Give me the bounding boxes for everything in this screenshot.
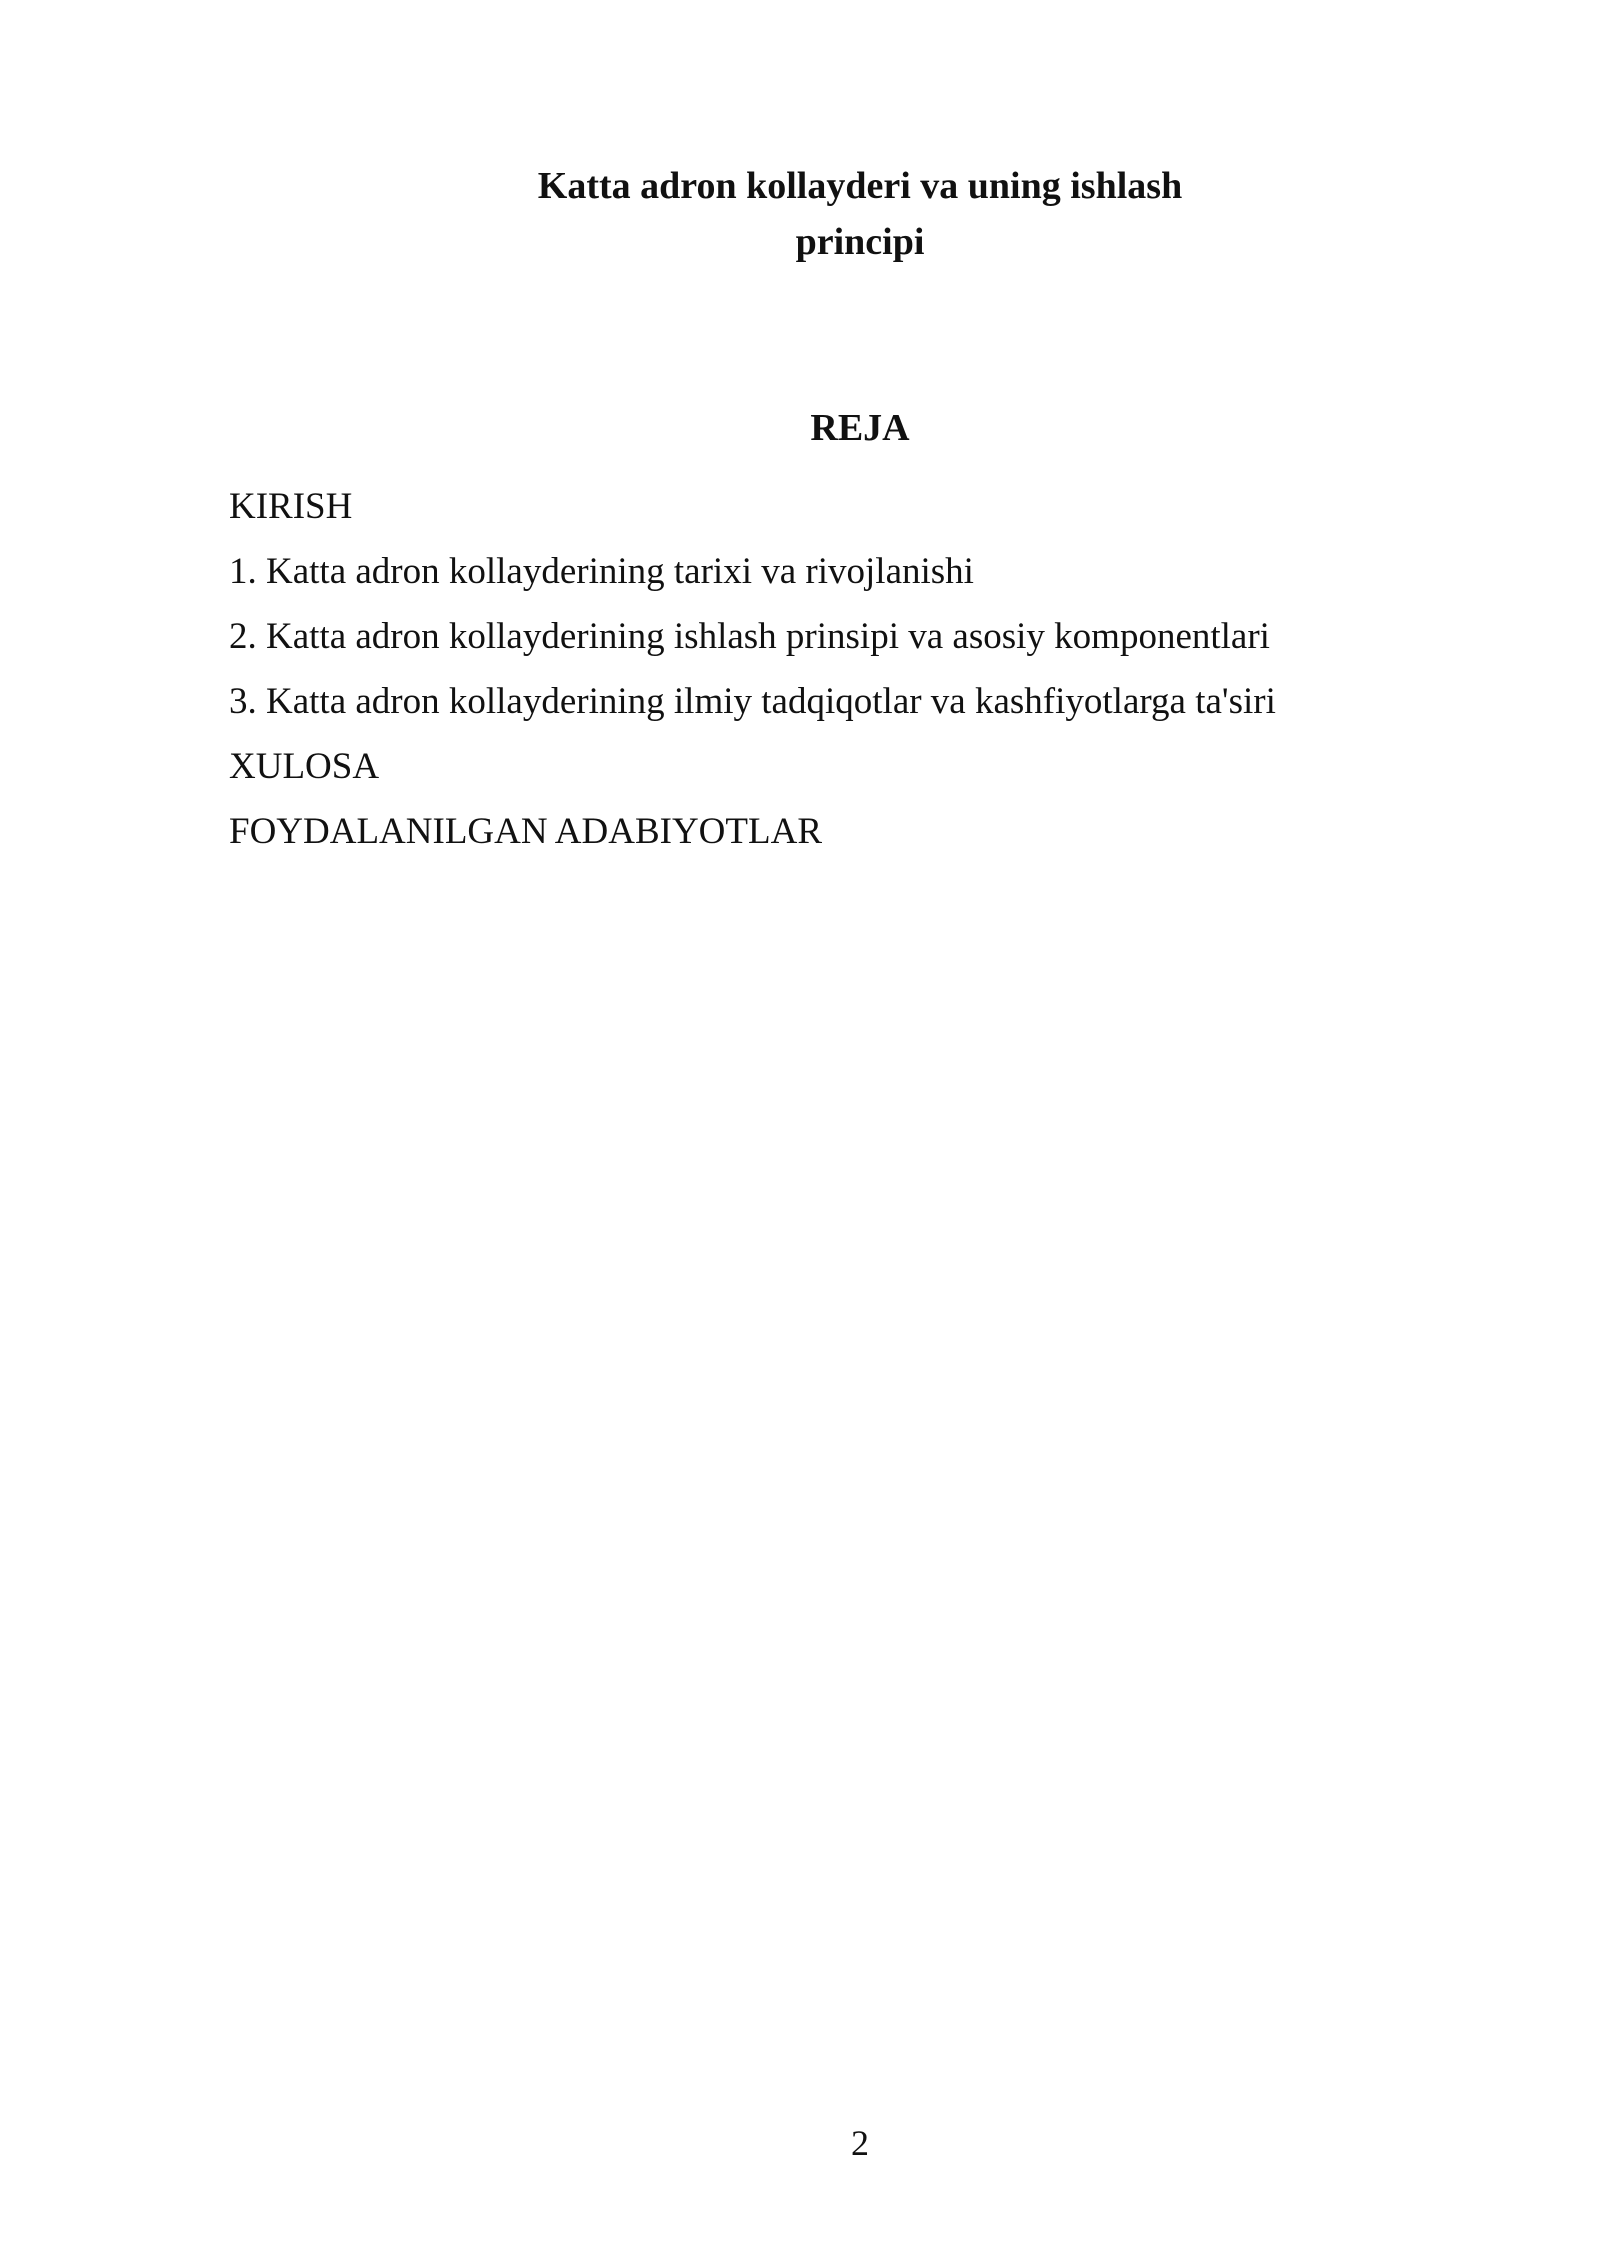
plan-item-conclusion: XULOSA (229, 746, 380, 787)
document-title-line-2: principi (795, 221, 925, 263)
page-number: 2 (851, 2123, 869, 2163)
plan-item-1: 1. Katta adron kollayderining tarixi va rivojlanishi (229, 551, 974, 592)
plan-item-references: FOYDALANILGAN ADABIYOTLAR (229, 811, 822, 852)
plan-item-introduction: KIRISH (229, 486, 353, 527)
plan-item-3: 3. Katta adron kollayderining ilmiy tadqiqotlar va kashfiyotlarga ta'siri (229, 681, 1276, 722)
document-title-line-1: Katta adron kollayderi va uning ishlash (537, 165, 1183, 207)
plan-heading: REJA (810, 407, 910, 449)
plan-list (229, 474, 1276, 864)
plan-item-2: 2. Katta adron kollayderining ishlash prinsipi va asosiy komponentlari (229, 616, 1270, 657)
